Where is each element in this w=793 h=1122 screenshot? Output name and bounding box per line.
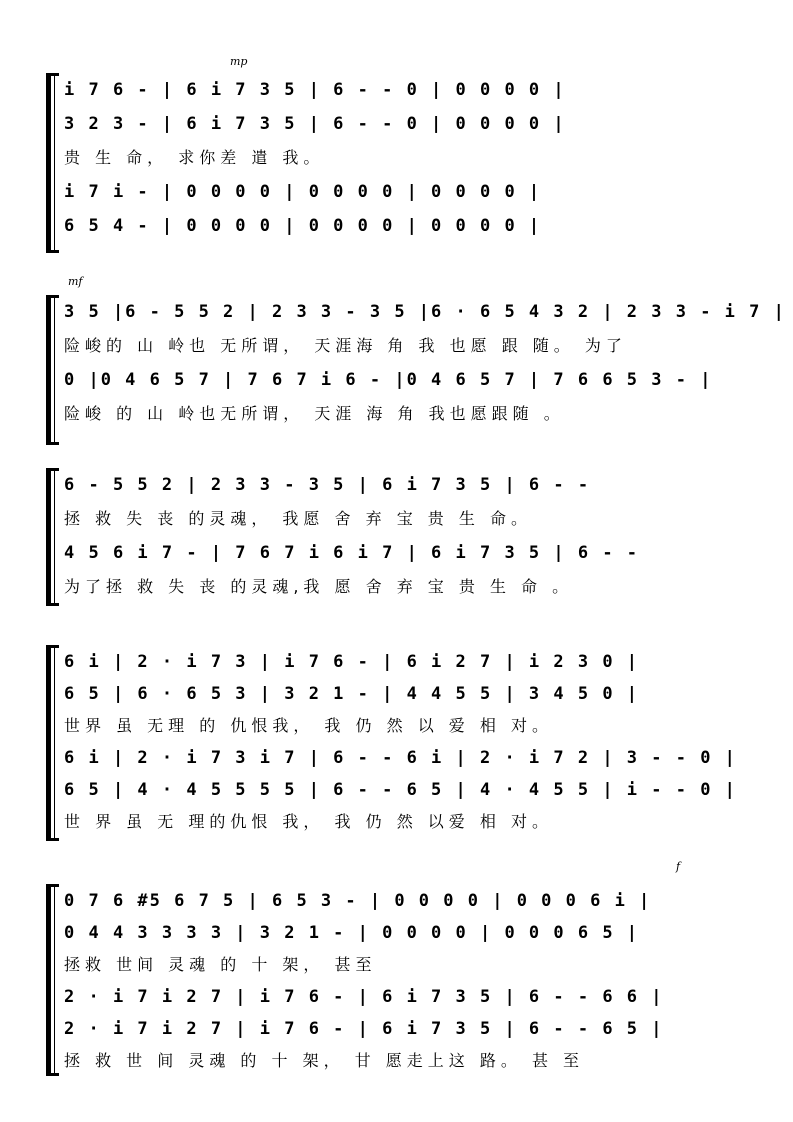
system-bracket (46, 468, 60, 606)
notes-line: 6 - 5 5 2 | 2 3 3 - 3 5 | 6 i 7 3 5 | 6 - - (64, 475, 591, 495)
lyrics-line: 为了拯 救 失 丧 的灵魂,我 愿 舍 弃 宝 贵 生 命 。 (64, 577, 574, 596)
notes-line: 0 |0 4 6 5 7 | 7 6 7 i 6 - |0 4 6 5 7 | 7 6 6 5 3 - | (64, 370, 713, 390)
dynamic-marking: f (676, 860, 681, 873)
dynamic-marking: mf (68, 275, 83, 288)
lyrics-line: 拯 救 失 丧 的灵魂， 我愿 舍 弃 宝 贵 生 命。 (64, 509, 532, 528)
lyrics-line: 世界 虽 无理 的 仇恨我， 我 仍 然 以 爱 相 对。 (64, 716, 553, 735)
notes-line: 6 5 | 6 · 6 5 3 | 3 2 1 - | 4 4 5 5 | 3 4 5 0 | (64, 684, 640, 704)
system-bracket (46, 884, 60, 1076)
system-bracket (46, 295, 60, 445)
notes-line: 0 4 4 3 3 3 3 | 3 2 1 - | 0 0 0 0 | 0 0 0 6 5 | (64, 923, 640, 943)
notes-line: i 7 6 - | 6 i 7 3 5 | 6 - - 0 | 0 0 0 0 | (64, 80, 566, 100)
lyrics-line: 拯 救 世 间 灵魂 的 十 架， 甘 愿走上这 路。 甚 至 (64, 1051, 585, 1070)
notes-line: 2 · i 7 i 2 7 | i 7 6 - | 6 i 7 3 5 | 6 - - 6 6 | (64, 987, 664, 1007)
dynamic-marking: mp (230, 55, 248, 68)
system-bracket (46, 645, 60, 841)
notes-line: 4 5 6 i 7 - | 7 6 7 i 6 i 7 | 6 i 7 3 5 | 6 - - (64, 543, 640, 563)
system-bracket (46, 73, 60, 253)
notes-line: 0 7 6 #5 6 7 5 | 6 5 3 - | 0 0 0 0 | 0 0 0 6 i | (64, 891, 652, 911)
notes-line: i 7 i - | 0 0 0 0 | 0 0 0 0 | 0 0 0 0 | (64, 182, 542, 202)
notes-line: 3 2 3 - | 6 i 7 3 5 | 6 - - 0 | 0 0 0 0 | (64, 114, 566, 134)
notes-line: 6 5 4 - | 0 0 0 0 | 0 0 0 0 | 0 0 0 0 | (64, 216, 542, 236)
lyrics-line: 险峻 的 山 岭也无所谓， 天涯 海 角 我也愿跟随 。 (64, 404, 565, 423)
notes-line: 2 · i 7 i 2 7 | i 7 6 - | 6 i 7 3 5 | 6 - - 6 5 | (64, 1019, 664, 1039)
lyrics-line: 世 界 虽 无 理的仇恨 我， 我 仍 然 以爱 相 对。 (64, 812, 553, 831)
notes-line: 6 5 | 4 · 4 5 5 5 5 | 6 - - 6 5 | 4 · 4 5 5 | i - - 0 | (64, 780, 737, 800)
notes-line: 6 i | 2 · i 7 3 i 7 | 6 - - 6 i | 2 · i 7 2 | 3 - - 0 | (64, 748, 737, 768)
lyrics-line: 险峻的 山 岭也 无所谓， 天涯海 角 我 也愿 跟 随。 为了 (64, 336, 627, 355)
notes-line: 3 5 |6 - 5 5 2 | 2 3 3 - 3 5 |6 · 6 5 4 3 2 | 2 3 3 - i 7 | (64, 302, 786, 322)
lyrics-line: 贵 生 命， 求你差 遣 我。 (64, 148, 325, 167)
notes-line: 6 i | 2 · i 7 3 | i 7 6 - | 6 i 2 7 | i 2 3 0 | (64, 652, 640, 672)
lyrics-line: 拯救 世间 灵魂 的 十 架， 甚至 (64, 955, 377, 974)
